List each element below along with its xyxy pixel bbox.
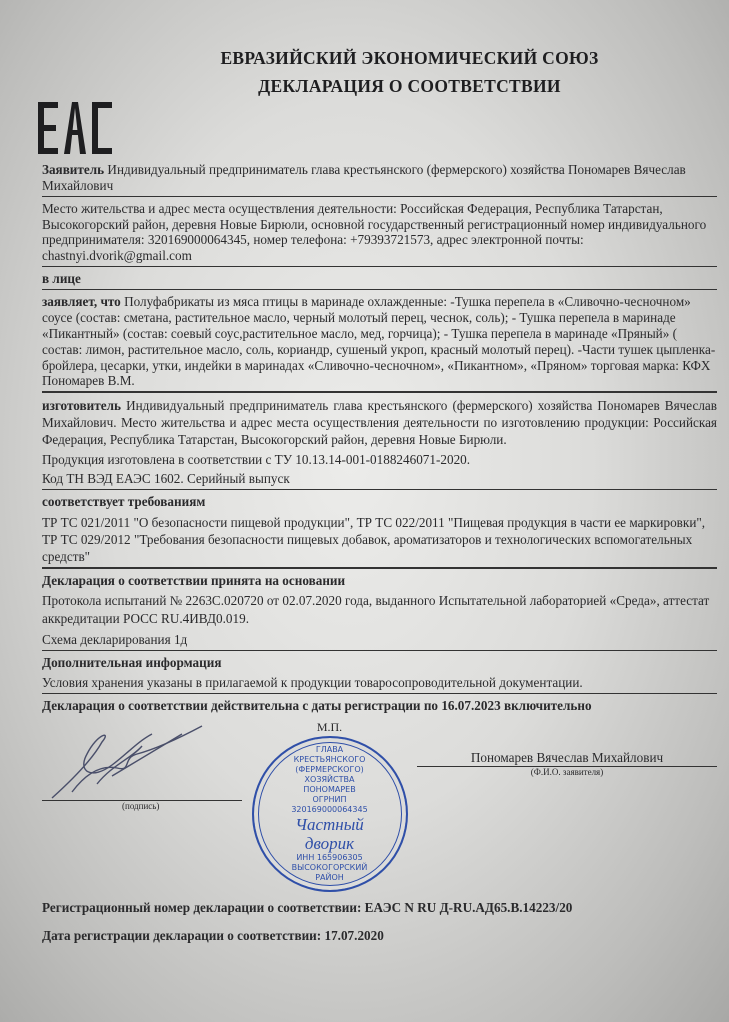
stamp-block <box>242 720 417 892</box>
divider <box>42 196 717 197</box>
registration-date-row <box>42 928 717 944</box>
registration-number: ЕАЭС N RU Д-RU.АД65.В.14223/20 <box>364 899 573 915</box>
divider <box>42 289 717 290</box>
registration-date-label: Дата регистрации декларации о соответствии: <box>42 927 322 943</box>
divider <box>42 650 717 651</box>
name-caption: (Ф.И.О. заявителя) <box>530 766 604 777</box>
manufacturer-section <box>42 397 717 448</box>
product-description: Полуфабрикаты из мяса птицы в маринаде охлажденные: -Тушка перепела в «Сливочно-чесночном» соусе (состав: сметана, растительное масло, черный молотый перец, чеснок, соль); - Тушка перепела в маринаде «Пикантный» (состав: соевый соус,растительное масло, мед, горчица); - Тушка перепела в маринаде «Пряный» ( состав: лимон, растительное масло, соль, кориандр, сушеный укроп, красный молотый перец). -Части тушек цыпленка-бройлера, цесарки, утки, индейки в маринадах «Сливочно-чесночном», «Пикантном», «Пряном» торговая марка: КФХ Пономарев В.М. <box>42 294 716 389</box>
registration-number-row <box>42 900 717 916</box>
declares-label: заявляет, что <box>42 294 121 310</box>
stamp-ogrnip: ОГРНИП 320169000064345 <box>291 794 368 814</box>
customs-code: Код ТН ВЭД ЕАЭС 1602. Серийный выпуск <box>42 471 290 487</box>
person-label: в лице <box>42 271 81 287</box>
manufacturer-text: Индивидуальный предприниматель глава крестьянского (фермерского) хозяйства Пономарев Вячеслав Михайлович. Место жительства и адрес места осуществления деятельности по изготовлению продукции: Российская Федерация, Республика Татарстан, Высокогорский район, деревня Новые Бирюли. <box>42 397 717 447</box>
name-block <box>417 720 717 778</box>
title-declaration: ДЕКЛАРАЦИЯ О СООТВЕТСТВИИ <box>258 76 561 96</box>
validity-statement: Декларация о соответствии действительна с даты регистрации по 16.07.2023 включительно <box>42 698 592 714</box>
divider <box>42 391 717 392</box>
round-stamp <box>252 736 408 892</box>
registration-number-label: Регистрационный номер декларации о соответствии: <box>42 899 362 915</box>
basis-label: Декларация о соответствии принята на основании <box>42 572 346 588</box>
applicant-name: Пономарев Вячеслав Михайлович <box>470 750 664 766</box>
stamp-inn: ИНН 165906305 <box>296 852 363 862</box>
stamp-ring-text: ГЛАВА КРЕСТЬЯНСКОГО (ФЕРМЕРСКОГО) ХОЗЯЙСТВА ПОНОМАРЕВ <box>293 744 366 794</box>
declaration-scheme: Схема декларирования 1д <box>42 632 188 648</box>
basis-text: Протокола испытаний № 2263С.020720 от 02.07.2020 года, выданного Испытательной лабораторией «Среда», аттестат аккредитации РОСС RU.4ИВД0.019. <box>42 593 710 627</box>
manufacturer-label: изготовитель <box>42 397 121 413</box>
requirements-text: ТР ТС 021/2011 "О безопасности пищевой продукции", ТР ТС 022/2011 "Пищевая продукция в части ее маркировки", ТР ТС 029/2012 "Требования безопасности пищевых добавок, ароматизаторов и технологических вспомогательных средств" <box>42 515 706 565</box>
signature-area <box>42 720 717 892</box>
additional-label: Дополнительная информация <box>42 655 222 671</box>
applicant-address: Место жительства и адрес места осуществления деятельности: Российская Федерация, Республика Татарстан, Высокогорский район, деревня Новые Бирюли, основной государственный регистрационный номер индивидуального предпринимателя: 320169000064345, номер телефона: +79393721573, адрес электронной почты: chastnyi.dvorik@gmail.com <box>42 200 707 264</box>
applicant-section <box>42 162 717 194</box>
storage-conditions: Условия хранения указаны в прилагаемой к продукции товаросопроводительной документации. <box>42 675 583 691</box>
divider <box>42 266 717 267</box>
registration-date: 17.07.2020 <box>324 927 384 943</box>
handwritten-signature <box>42 720 212 800</box>
stamp-center-line1: Частный <box>295 814 364 834</box>
declares-section <box>42 294 717 389</box>
requirements-label: соответствует требованиям <box>42 494 206 510</box>
divider <box>42 693 717 694</box>
applicant-label: Заявитель <box>42 162 105 177</box>
signature-caption: (подпись) <box>122 801 160 812</box>
applicant-text: Индивидуальный предприниматель глава крестьянского (фермерского) хозяйства Пономарев Вячеслав Михайлович <box>42 162 686 193</box>
stamp-district: ВЫСОКОГОРСКИЙ РАЙОН <box>291 862 368 882</box>
signature-block <box>42 720 242 812</box>
eac-logo <box>38 102 112 154</box>
divider <box>42 489 717 490</box>
manufacturing-standard: Продукция изготовлена в соответствии с ТУ 10.13.14-001-0188246071-2020. <box>42 451 471 467</box>
stamp-mark: М.П. <box>316 720 343 735</box>
divider <box>42 567 717 568</box>
stamp-center-line2: дворик <box>304 833 355 853</box>
title-union: ЕВРАЗИЙСКИЙ ЭКОНОМИЧЕСКИЙ СОЮЗ <box>220 48 599 68</box>
